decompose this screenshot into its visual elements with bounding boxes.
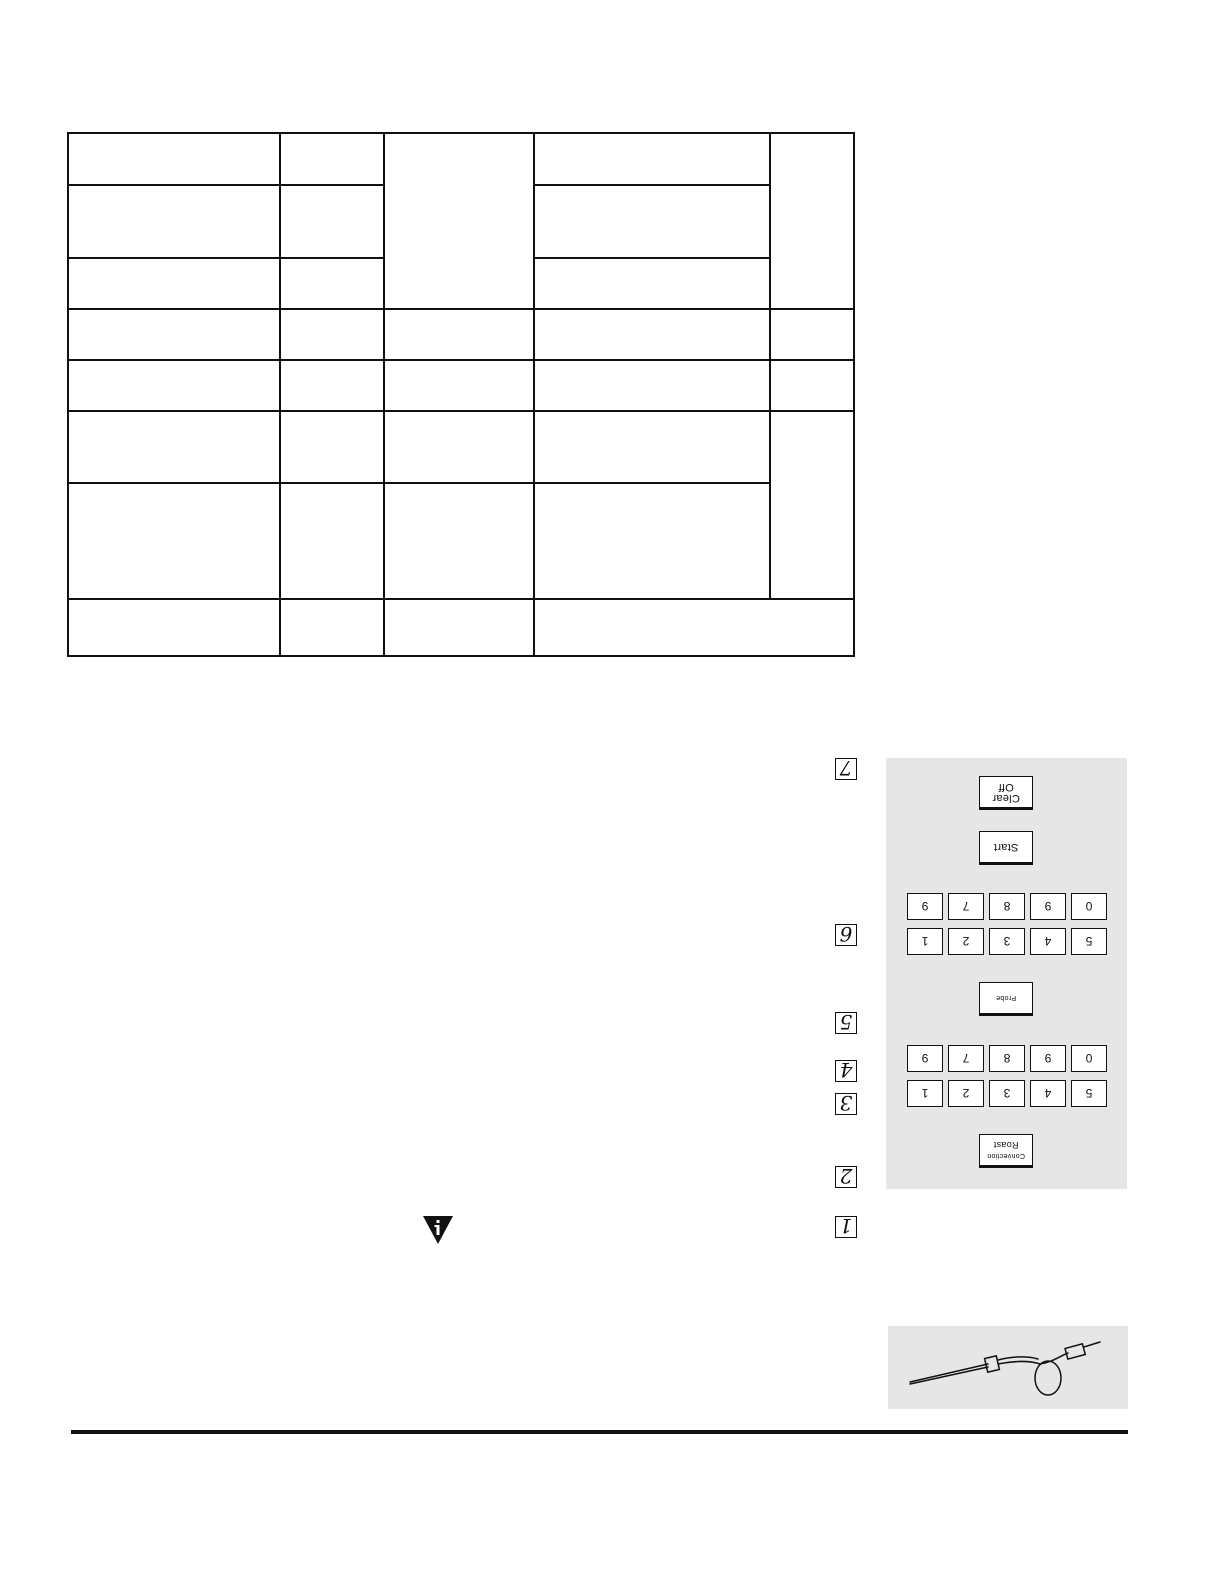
convection-roast-button[interactable] [979,1134,1033,1168]
start-button[interactable] [979,831,1033,865]
key-0[interactable]: 0 [1071,893,1107,920]
probe-illustration-panel [888,1326,1128,1409]
key-7-lower[interactable]: 7 [948,1045,984,1072]
clear-off-label-line2: Off [998,781,1014,793]
clear-off-label-line1: Clear [992,792,1020,804]
bottom-rule [71,1430,1128,1434]
key-7[interactable]: 7 [948,893,984,920]
step-marker-5: 5 [835,1012,857,1034]
convection-roast-label-line1: Convection [986,1152,1026,1159]
key-2-lower[interactable]: 2 [948,1080,984,1107]
step-marker-7: 7 [835,758,857,780]
key-3-lower[interactable]: 3 [989,1080,1025,1107]
step-marker-1: 1 [835,1216,857,1238]
key-8-lower[interactable]: 8 [989,1045,1025,1072]
key-1-lower[interactable]: 1 [907,1080,943,1107]
data-table [0,0,1225,700]
probe-label: Probe [995,994,1017,1002]
step-marker-2: 2 [835,1166,857,1188]
control-panel [886,758,1127,1189]
key-1[interactable]: 1 [907,928,943,955]
temperature-probe-icon [888,1326,1128,1409]
convection-roast-label-line2: Roast [993,1140,1019,1150]
key-9a[interactable]: 9 [907,893,943,920]
key-4-lower[interactable]: 4 [1030,1080,1066,1107]
table-outer-border [68,133,854,656]
key-5-lower[interactable]: 5 [1071,1080,1107,1107]
clear-off-button[interactable] [979,776,1033,810]
step-marker-3: 3 [835,1093,857,1115]
key-9b-lower[interactable]: 9 [1030,1045,1066,1072]
key-9a-lower[interactable]: 9 [907,1045,943,1072]
step-marker-4: 4 [835,1060,857,1082]
key-2[interactable]: 2 [948,928,984,955]
key-4[interactable]: 4 [1030,928,1066,955]
probe-button[interactable] [979,982,1033,1016]
caution-triangle-icon [422,1215,454,1245]
key-5[interactable]: 5 [1071,928,1107,955]
key-8[interactable]: 8 [989,893,1025,920]
start-label: Start [993,841,1019,853]
key-9b[interactable]: 9 [1030,893,1066,920]
key-0-lower[interactable]: 0 [1071,1045,1107,1072]
key-3[interactable]: 3 [989,928,1025,955]
step-marker-6: 6 [835,924,857,946]
